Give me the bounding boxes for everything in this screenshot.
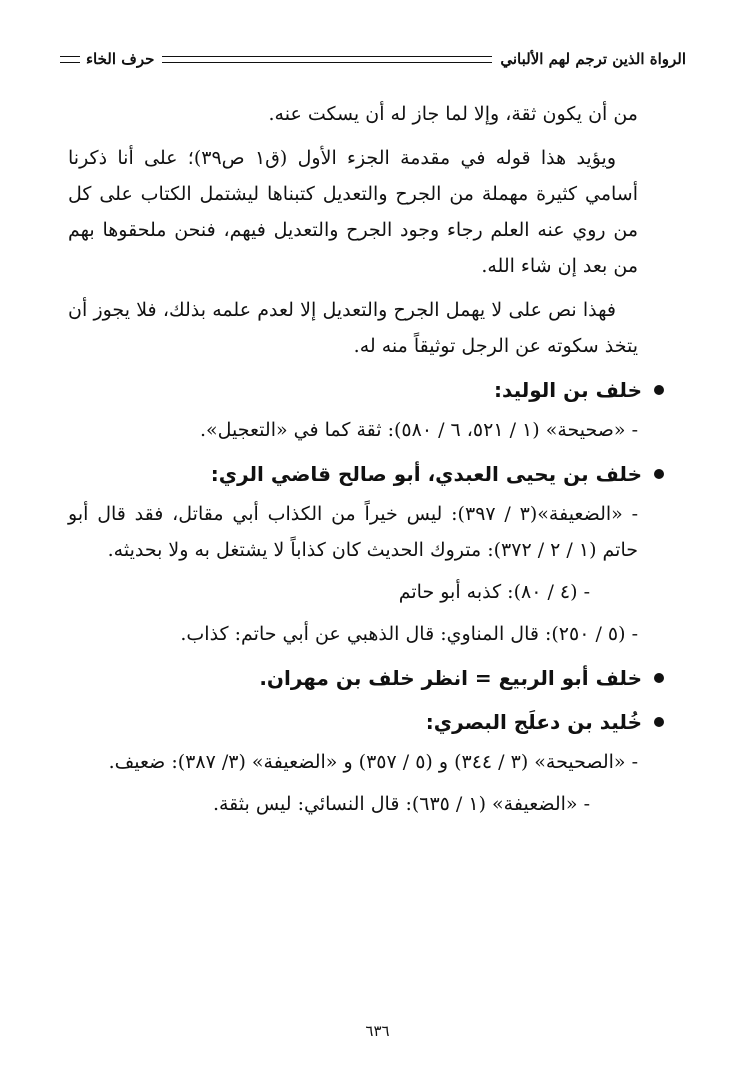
intro-paragraph: ويؤيد هذا قوله في مقدمة الجزء الأول (ق١ ص٣٩)؛ على أنا ذكرنا أسامي كثيرة مهملة من الجرح والتعديل كتبناها ليشتمل الكتاب على كل من روي عنه العلم رجاء وجود الجرح والتعديل فيهم، فنحن ملحقوها بهم من بعد إن شاء الله. xyxy=(68,147,638,277)
citation-line: - «الضعيفة»(٣ / ٣٩٧): ليس خيراً من الكذاب أبي مقاتل، فقد قال أبو حاتم (١ / ٢ / ٣٧٢): متروك الحديث كان كذاباً لا يشتغل به ولا بحديثه. xyxy=(68,503,638,561)
entry-title xyxy=(68,456,664,492)
entry-title-text: خلف أبو الربيع = انظر خلف بن مهران. xyxy=(259,666,642,690)
bullet-icon xyxy=(654,385,664,395)
entry-title-text: خُليد بن دعلَج البصري: xyxy=(425,710,642,734)
bullet-icon xyxy=(654,717,664,727)
page-body xyxy=(68,96,642,828)
citation-line: - «الصحيحة» (٣ / ٣٤٤) و (٥ / ٣٥٧) و «الضعيفة» (٣/ ٣٨٧): ضعيف. xyxy=(108,751,638,773)
citation-line: - (٥ / ٢٥٠): قال المناوي: قال الذهبي عن أبي حاتم: كذاب. xyxy=(180,623,638,645)
narrator-entry xyxy=(68,456,642,652)
entry-title-text: خلف بن الوليد: xyxy=(494,378,642,402)
citation-line: - (٤ / ٨٠): كذبه أبو حاتم xyxy=(398,581,590,603)
bullet-icon xyxy=(654,673,664,683)
entry-title xyxy=(68,372,664,408)
citation-line: - «صحيحة» (١ / ٥٢١، ٦ / ٥٨٠): ثقة كما في «التعجيل». xyxy=(199,419,638,441)
header-rule xyxy=(162,56,492,63)
header-dash xyxy=(60,56,80,63)
book-title: الرواة الذين ترجم لهم الألباني xyxy=(500,50,686,68)
intro-paragraph: فهذا نص على لا يهمل الجرح والتعديل إلا لعدم علمه بذلك، فلا يجوز أن يتخذ سكوته عن الرجل توثيقاً منه له. xyxy=(68,299,638,357)
bullet-icon xyxy=(654,469,664,479)
running-header xyxy=(60,46,686,72)
entry-title xyxy=(68,660,664,696)
narrator-entry xyxy=(68,660,642,696)
narrator-entry xyxy=(68,372,642,448)
entry-title xyxy=(68,704,664,740)
entry-title-text: خلف بن يحيى العبدي، أبو صالح قاضي الري: xyxy=(210,462,642,486)
page-number: ٦٣٦ xyxy=(365,1022,390,1040)
intro-paragraph: من أن يكون ثقة، وإلا لما جاز له أن يسكت عنه. xyxy=(268,103,638,125)
narrator-entry xyxy=(68,704,642,822)
chapter-title: حرف الخاء xyxy=(86,50,155,68)
citation-line: - «الضعيفة» (١ / ٦٣٥): قال النسائي: ليس بثقة. xyxy=(212,793,590,815)
